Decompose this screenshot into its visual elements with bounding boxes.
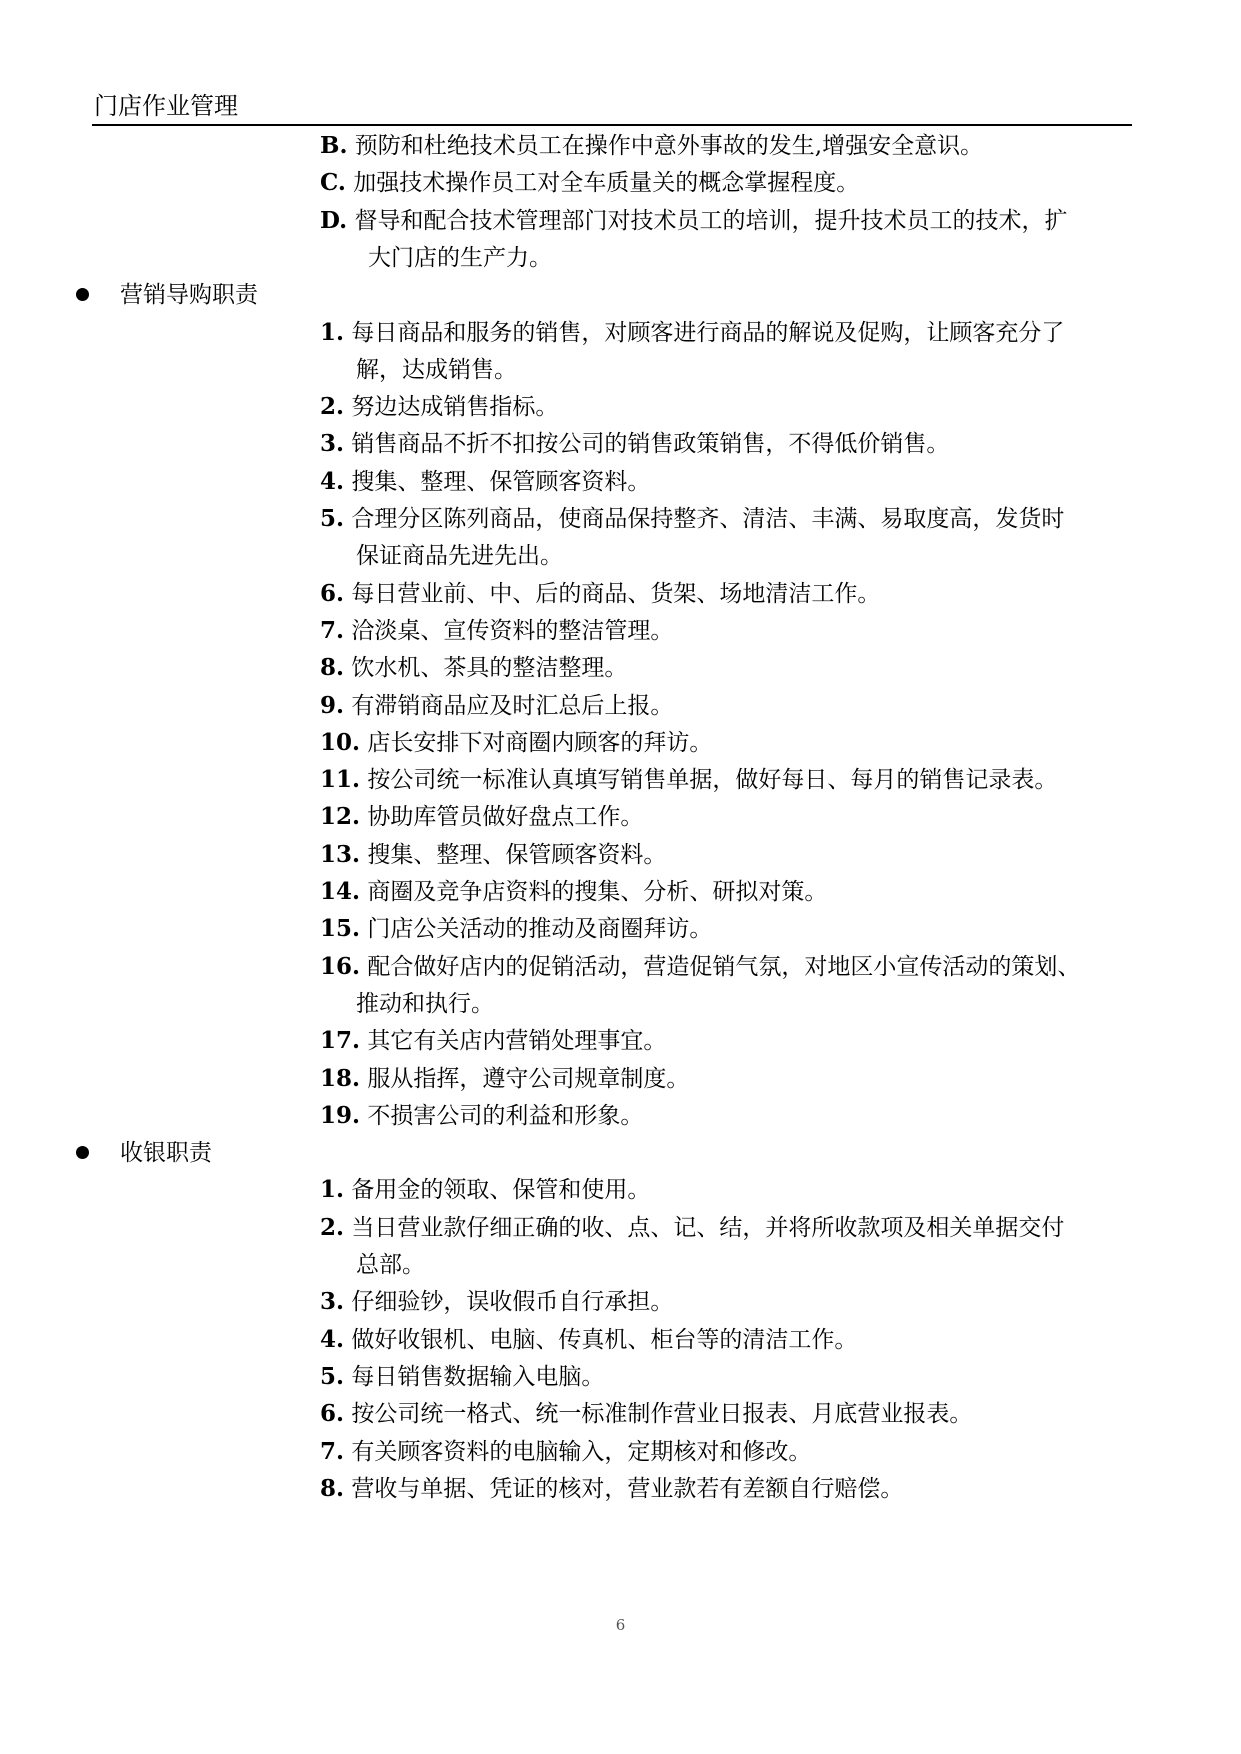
- page-number: 6: [615, 1616, 626, 1634]
- header-title: 门店作业管理: [94, 92, 238, 120]
- list-item: [320, 1175, 650, 1205]
- list-item: [320, 318, 1064, 348]
- list-item-text: 每日商品和服务的销售，对顾客进行商品的解说及促购，让顾客充分了: [351, 319, 1065, 346]
- list-item: [320, 1064, 689, 1094]
- list-item-number: 8.: [320, 654, 345, 682]
- list-item-text: 总部。: [356, 1252, 425, 1278]
- list-item-number: 3.: [320, 430, 345, 458]
- list-item: [320, 877, 827, 907]
- list-item-text: 做好收银机、电脑、传真机、柜台等的清洁工作。: [351, 1326, 858, 1353]
- list-item-text: 不损害公司的利益和形象。: [367, 1102, 644, 1129]
- section-title: 营销导购职责: [120, 282, 258, 309]
- list-item-number: 10.: [320, 728, 361, 756]
- list-item-text: 店长安排下对商圈内顾客的拜访。: [367, 729, 713, 756]
- list-item: [320, 765, 1057, 795]
- list-item-number: 2.: [320, 393, 345, 421]
- list-item-number: 17.: [320, 1027, 361, 1055]
- list-item: [320, 728, 712, 758]
- list-item: [320, 1325, 857, 1355]
- list-item-continuation: [356, 541, 563, 571]
- list-item-number: 16.: [320, 952, 361, 980]
- list-item-number: 5.: [320, 505, 345, 532]
- list-item: [320, 840, 666, 870]
- list-item: [320, 168, 859, 198]
- bullet-icon: [76, 1146, 89, 1159]
- list-item: [320, 653, 627, 683]
- list-item-number: 19.: [320, 1101, 361, 1129]
- list-item: [320, 392, 558, 422]
- list-item-continuation: [368, 243, 552, 273]
- list-item-number: 9.: [320, 691, 345, 719]
- list-item-text: 每日销售数据输入电脑。: [351, 1363, 605, 1390]
- list-item: [320, 1474, 903, 1504]
- list-item: [320, 1287, 673, 1317]
- list-item: [320, 1101, 643, 1131]
- list-item-number: 4.: [320, 467, 345, 495]
- list-item-number: 11.: [320, 766, 361, 794]
- list-item: [320, 504, 1064, 534]
- list-item-text: 营收与单据、凭证的核对，营业款若有差额自行赔偿。: [351, 1475, 904, 1502]
- list-item: [320, 1362, 604, 1392]
- list-item: [320, 1399, 972, 1429]
- list-item-text: 加强技术操作员工对全车质量关的概念掌握程度。: [353, 170, 860, 197]
- list-item-text: 保证商品先进先出。: [356, 543, 563, 570]
- list-item: [320, 691, 673, 721]
- list-item: [320, 1437, 811, 1467]
- list-item-number: D.: [320, 206, 348, 234]
- list-item-continuation: [356, 989, 494, 1019]
- list-item: [320, 131, 983, 161]
- list-item-text: 当日营业款仔细正确的收、点、记、结，并将所收款项及相关单据交付: [351, 1214, 1065, 1241]
- list-item-text: 大门店的生产力。: [368, 244, 552, 271]
- list-item-number: 2.: [320, 1213, 345, 1241]
- list-item: [320, 1213, 1064, 1243]
- list-item-text: 合理分区陈列商品，使商品保持整齐、清洁、丰满、易取度高，发货时: [351, 506, 1065, 532]
- list-item: [320, 206, 1067, 236]
- list-item-text: 销售商品不折不扣按公司的销售政策销售，不得低价销售。: [351, 431, 950, 458]
- list-item-text: 仔细验钞，误收假币自行承担。: [351, 1289, 674, 1316]
- list-item: [320, 616, 673, 646]
- list-item-number: 18.: [320, 1064, 361, 1092]
- list-item-number: 3.: [320, 1288, 345, 1316]
- list-item: [320, 952, 1080, 982]
- list-item-number: C.: [320, 169, 346, 197]
- list-item-number: 15.: [320, 915, 361, 943]
- list-item-number: 7.: [320, 1437, 345, 1465]
- list-item-number: 13.: [320, 840, 361, 868]
- list-item-continuation: [356, 355, 517, 385]
- list-item: [320, 429, 949, 459]
- bullet-icon: [76, 288, 89, 301]
- list-item-number: 5.: [320, 1362, 345, 1390]
- list-item-number: 1.: [320, 1176, 345, 1204]
- list-item-number: 7.: [320, 616, 345, 644]
- list-item-text: 有关顾客资料的电脑输入，定期核对和修改。: [351, 1438, 812, 1465]
- list-item-text: 洽淡桌、宣传资料的整洁管理。: [351, 617, 674, 644]
- list-item-number: 12.: [320, 803, 361, 831]
- list-item-text: 饮水机、茶具的整洁整理。: [351, 655, 628, 682]
- list-item-text: 预防和杜绝技术员工在操作中意外事故的发生,增强安全意识。: [354, 133, 984, 159]
- list-item-number: B.: [320, 132, 348, 159]
- list-item-number: 8.: [320, 1474, 345, 1502]
- list-item-text: 搜集、整理、保管顾客资料。: [367, 841, 667, 868]
- list-item-text: 其它有关店内营销处理事宜。: [367, 1028, 667, 1055]
- list-item-text: 服从指挥，遵守公司规章制度。: [367, 1065, 690, 1092]
- list-item: [320, 802, 643, 832]
- section-title: 收银职责: [120, 1140, 212, 1167]
- list-item: [320, 579, 880, 609]
- list-item-continuation: [356, 1250, 425, 1280]
- list-item-text: 解，达成销售。: [356, 356, 517, 383]
- list-item-number: 4.: [320, 1325, 345, 1353]
- list-item: [320, 467, 650, 497]
- list-item-text: 按公司统一标准认真填写销售单据，做好每日、每月的销售记录表。: [367, 767, 1058, 794]
- list-item-text: 推动和执行。: [356, 990, 494, 1017]
- list-item-number: 14.: [320, 878, 361, 905]
- list-item-number: 6.: [320, 1400, 345, 1428]
- list-item: [320, 1026, 666, 1056]
- list-item-text: 每日营业前、中、后的商品、货架、场地清洁工作。: [351, 580, 881, 607]
- list-item-text: 按公司统一格式、统一标准制作营业日报表、月底营业报表。: [351, 1401, 973, 1428]
- list-item-text: 有滞销商品应及时汇总后上报。: [351, 692, 674, 719]
- list-item-number: 6.: [320, 579, 345, 607]
- list-item: [320, 914, 712, 944]
- list-item-text: 努边达成销售指标。: [351, 394, 559, 421]
- list-item-text: 配合做好店内的促销活动，营造促销气氛，对地区小宣传活动的策划、: [367, 953, 1081, 980]
- list-item-text: 门店公关活动的推动及商圈拜访。: [367, 916, 713, 943]
- list-item-text: 搜集、整理、保管顾客资料。: [351, 468, 651, 495]
- list-item-text: 商圈及竞争店资料的搜集、分析、研拟对策。: [367, 879, 828, 905]
- list-item-number: 1.: [320, 318, 345, 346]
- list-item-text: 督导和配合技术管理部门对技术员工的培训，提升技术员工的技术，扩: [354, 207, 1068, 234]
- list-item-text: 备用金的领取、保管和使用。: [351, 1177, 651, 1204]
- list-item-text: 协助库管员做好盘点工作。: [367, 804, 644, 831]
